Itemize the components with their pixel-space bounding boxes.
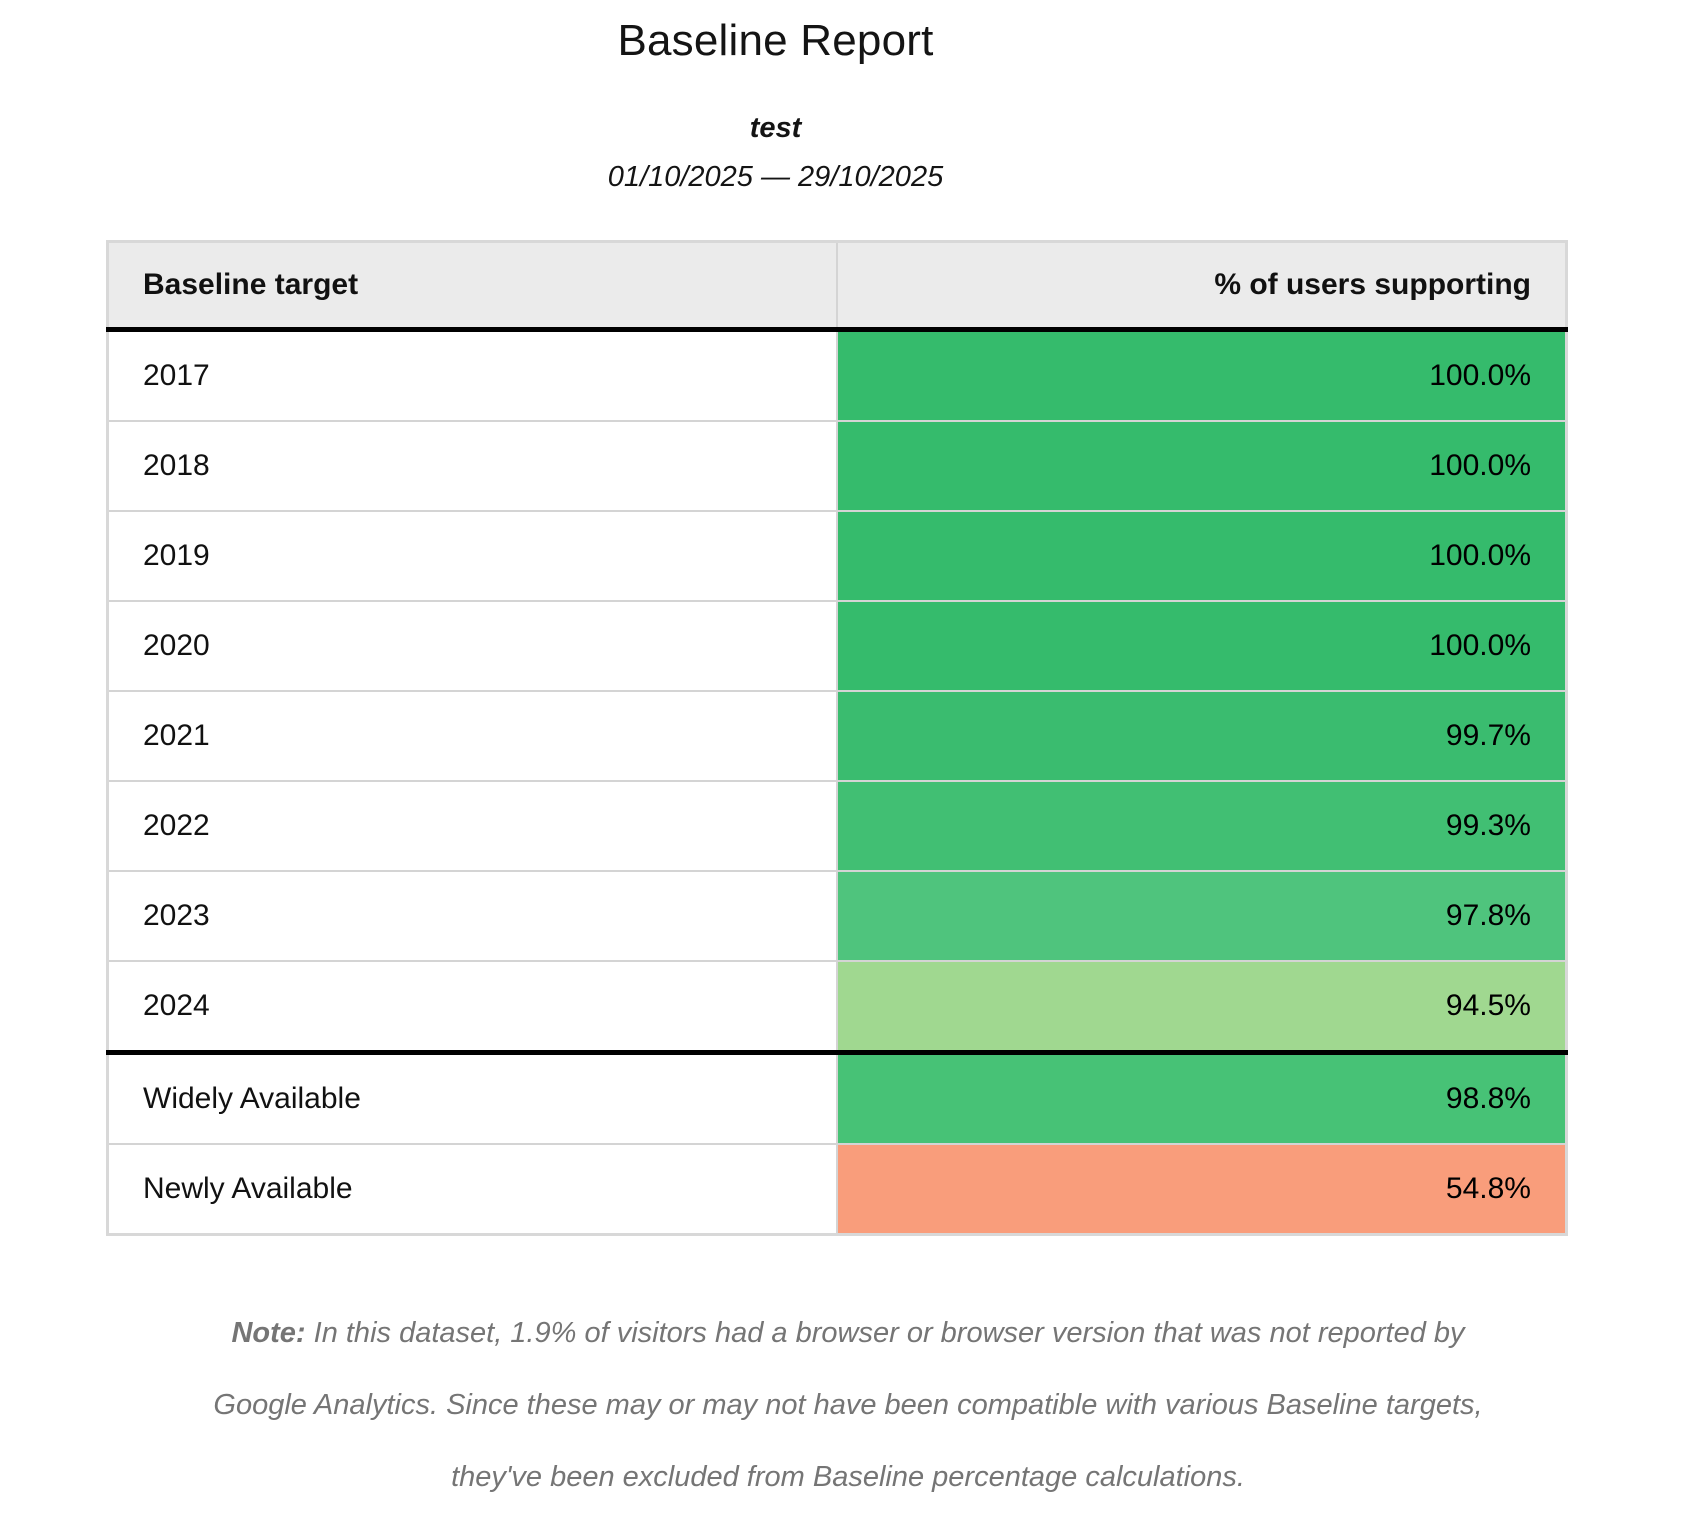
table-row [108, 961, 1567, 1053]
row-label: 2018 [108, 421, 838, 511]
row-label: 2017 [108, 330, 838, 422]
row-label: 2023 [108, 871, 838, 961]
row-label: Newly Available [108, 1144, 838, 1235]
table-row [108, 330, 1567, 422]
report-subtitle: test [749, 112, 802, 144]
table-row [108, 781, 1567, 871]
row-value: 99.3% [837, 781, 1567, 871]
column-header-baseline-target: Baseline target [108, 242, 838, 330]
table-header-row [108, 242, 1567, 330]
row-value: 99.7% [837, 691, 1567, 781]
note-label: Note: [231, 1317, 306, 1349]
table-row [108, 691, 1567, 781]
row-value: 98.8% [837, 1053, 1567, 1145]
report-header [0, 0, 1551, 194]
row-label: 2021 [108, 691, 838, 781]
row-label: 2020 [108, 601, 838, 691]
column-header-percent-supporting: % of users supporting [837, 242, 1567, 330]
row-value: 100.0% [837, 330, 1567, 422]
row-value: 100.0% [837, 421, 1567, 511]
row-value: 100.0% [837, 511, 1567, 601]
table-row [108, 1144, 1567, 1235]
table-row [108, 511, 1567, 601]
report-date-range: 01/10/2025 — 29/10/2025 [607, 161, 944, 193]
table-row [108, 871, 1567, 961]
table-body [108, 330, 1567, 1235]
row-label: 2022 [108, 781, 838, 871]
table-row [108, 1053, 1567, 1145]
page-title: Baseline Report [617, 16, 934, 65]
table-row [108, 421, 1567, 511]
table-header [108, 242, 1567, 330]
row-value: 97.8% [837, 871, 1567, 961]
row-value: 94.5% [837, 961, 1567, 1053]
baseline-report-table [106, 240, 1568, 1236]
note-text: In this dataset, 1.9% of visitors had a browser or browser version that was not reported by Google Analytics. Since these may or may not have been compatible with various Baseline targets, they've been excluded from Baseline percentage calculations. [213, 1317, 1483, 1493]
row-value: 100.0% [837, 601, 1567, 691]
row-label: Widely Available [108, 1053, 838, 1145]
report-note [198, 1298, 1498, 1514]
table-row [108, 601, 1567, 691]
row-value: 54.8% [837, 1144, 1567, 1235]
row-label: 2019 [108, 511, 838, 601]
row-label: 2024 [108, 961, 838, 1053]
